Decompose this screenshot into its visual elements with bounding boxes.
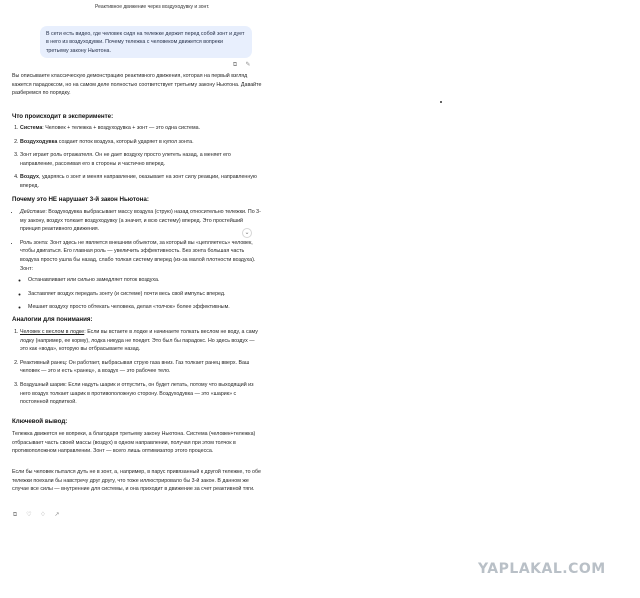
list-item [20,239,262,312]
list-item [20,328,262,354]
item-text: : Человек + тележка + воздуходувка + зонт — это одна система. [42,125,201,131]
chat-title: Реактивное движение через воздуходувку и зонт. [95,4,210,10]
chevron-down-icon: ⌄ [244,230,250,236]
copy-icon[interactable]: ⧉ [232,62,238,68]
section4-title: Ключевой вывод: [12,418,68,425]
item-text: : Зонт здесь не является внешним объектом, за который вы «цепляетесь» человек, чтобы двигаться. Его главная роль — увеличить эффективность. Без зонта большая часть воздуха просто ушла бы назад, слабо толкая систему вперед (из-за малой плотности воздуха). Зонт: [20,239,256,272]
item-bold: Действие [20,209,46,215]
item-text: : Если вы встаете в лодке и начинаете толкать веслом не воду, а саму лодку (например, ее корму), лодка никуда не поедет. Это был бы парадокс. Но здесь воздух — это как «вода», которую вы отбрасываете назад. [20,329,258,353]
item-bold: Роль зонта [20,239,48,246]
conclusion-paragraph-1: Тележка движется не вопреки, а благодаря третьему закону Ньютона. Система (человек+тележка) отбрасывает часть своей массы (воздух) в одном направлении, получая при этом толчок в противоположном направлении. Зонт — всего лишь оптимизатор этого процесса. [12,431,256,455]
intro-paragraph: Вы описываете классическую демонстрацию реактивного движения, которая на первый взгляд кажется парадоксом, но на самом деле полностью соответствует третьему закону Ньютона. Давайте разберемся по порядку. [12,73,262,97]
item-text: Воздушный шарик: Если надуть шарик и отпустить, он будет летать, потому что выходящий из него воздух толкает шарик в противоположную сторону. Воздуходувка — это «шарик» с постоянной подпиткой. [20,381,254,406]
list-item [20,124,262,133]
item-text: создает поток воздуха, который ударяет в купол зонта. [57,138,194,145]
item-text: , ударяясь о зонт и меняя направление, оказывает на зонт силу реакции, направленную вперед. [20,174,257,189]
conclusion-paragraph-2: Если бы человек пытался дуть не в зонт, а, например, в парус привязанный к другой тележке, то обе тележки поехали бы навстречу друг другу, что тоже иллюстрировало бы 3-й закон. В данном же случае все силы — внутренние для системы, и она приходит в движение за счет реактивной тяги. [12,469,261,493]
sub-list-item: ◦ Мешает воздуху просто обтекать человека, делая «толчок» более эффективным. [28,303,262,312]
thumbs-down-icon[interactable]: ♢ [40,512,46,518]
cursor-dot [440,101,442,103]
section2-list [12,208,262,317]
list-item [20,381,262,407]
thumbs-up-icon[interactable]: ♡ [26,512,32,518]
item-bold: Система [20,125,43,131]
item-text: : Воздуходувка выбрасывает массу воздуха (струю) назад относительно тележки. По 3-му закону, воздух толкает воздуходувку (а значит, и всю систему) вперед. Это простейший принцип реактивного движения. [20,209,261,233]
section2-title: Почему это НЕ нарушает 3-й закон Ньютона: [12,196,149,203]
item-bold: Воздуходувка [20,138,58,145]
user-message: В сети есть видео, где человек сидя на тележке держит перед собой зонт и дует в него из воздуходувки. Почему тележка с человеком движется вопреки третьему закону Ньютона. [40,26,252,58]
sub-list-item: ◦ Заставляет воздух передать зонту (и системе) почти весь свой импульс вперед. [28,290,262,299]
copy-icon[interactable]: ⧉ [12,512,18,518]
section3-list [12,328,262,412]
item-bold: Человек с веслом в лодке [20,329,85,335]
list-item [20,173,262,190]
watermark: YAPLAKAL.COM [478,561,606,577]
section1-title: Что происходит в эксперименте: [12,113,114,120]
section1-list [12,124,262,196]
edit-icon[interactable]: ✎ [245,62,251,68]
response-actions [12,512,60,518]
section3-title: Аналогии для понимания: [12,316,93,323]
item-text: Реактивный ранец: Он работает, выбрасывая струю газа вниз. Газ толкает ранец вверх. Ваш человек — это и есть «ранец», а воздух — это рабочее тело. [20,359,250,375]
list-item [20,208,262,234]
share-icon[interactable]: ↗ [54,512,60,518]
message-actions [232,62,251,68]
sub-list-item: ◦ Останавливает или сильно замедляет поток воздуха. [28,276,262,285]
list-item [20,359,262,376]
item-text: Зонт играет роль отражателя. Он не дает воздуху просто улететь назад, а меняет его направление, рассеивая его в стороны и частично вперед. [20,152,231,167]
item-bold: Воздух [20,174,40,181]
list-item [20,138,262,147]
list-item [20,151,262,168]
scroll-down-button[interactable] [242,228,252,238]
